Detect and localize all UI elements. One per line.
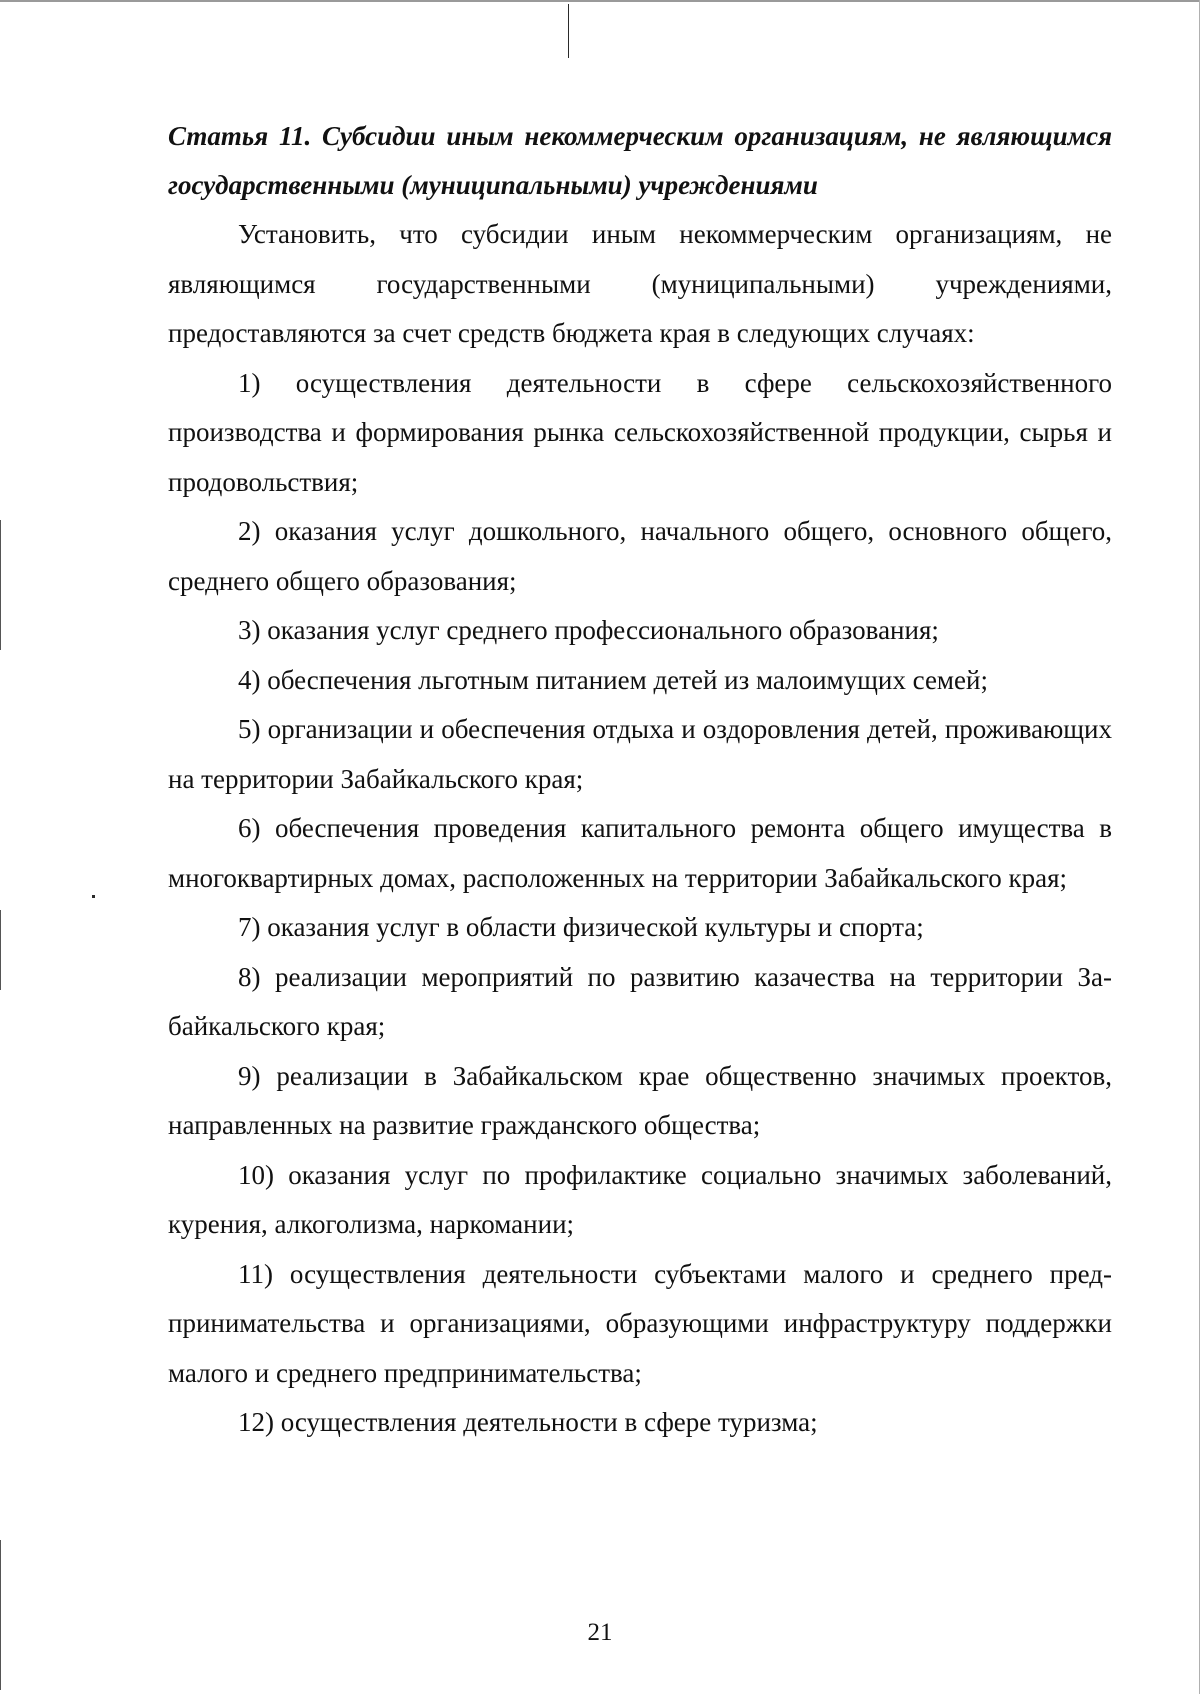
list-item: 2) оказания услуг дошкольного, начального общего, основного общего, среднего общего образования; bbox=[168, 516, 1112, 596]
list-item: 5) организации и обеспечения отдыха и оздоровления детей, проживающих на территории Забайкальского края; bbox=[168, 714, 1112, 794]
list-item: 3) оказания услуг среднего профессионального образования; bbox=[238, 615, 939, 645]
list-item: 8) реализации мероприятий по развитию казачества на территории Забайкальского края; bbox=[168, 961, 1112, 1041]
document-body bbox=[168, 112, 1112, 1448]
list-item: 7) оказания услуг в области физической культуры и спорта; bbox=[238, 912, 924, 942]
scan-line-mark bbox=[568, 4, 569, 58]
list-item: 4) обеспечения льготным питанием детей из малоимущих семей; bbox=[238, 664, 988, 695]
list-item: 10) оказания услуг по профилактике социально значимых заболеваний, курения, алкоголизма, наркомании; bbox=[168, 1159, 1112, 1239]
list-item: 9) реализации в Забайкальском крае общественно значимых проектов, направленных на развитие гражданского общества; bbox=[168, 1060, 1112, 1140]
page-number: 21 bbox=[587, 1619, 613, 1646]
scan-margin-mark bbox=[0, 520, 1, 650]
article-title: Статья 11. Субсидии иным некоммерческим организациям, не являющимся государственными (муниципальными) учреждениями bbox=[168, 121, 1112, 200]
paragraph: Установить, что субсидии иным некоммерческим организациям, не являющимся государственными (муниципальными) учреждениями, предоставляются за счет средств бюджета края в следующих случаях: bbox=[168, 219, 1112, 348]
scan-margin-mark bbox=[0, 910, 1, 990]
list-item: 6) обеспечения проведения капитального ремонта общего имущества в многоквартирных домах, расположенных на территории Забайкальского края; bbox=[168, 813, 1112, 893]
list-item: 11) осуществления деятельности субъектами малого и среднего предпринимательства и организациями, образующими инфраструктуру поддержки малого и среднего предпринимательства; bbox=[168, 1258, 1112, 1388]
list-item: 12) осуществления деятельности в сфере туризма; bbox=[238, 1407, 818, 1437]
list-item: 1) осуществления деятельности в сфере сельскохозяйственного производства и формирования рынка сельскохозяйственной продукции, сырья и продовольствия; bbox=[168, 367, 1112, 497]
scan-dot bbox=[92, 895, 95, 898]
page-top-edge bbox=[0, 0, 1200, 2]
scan-margin-mark bbox=[0, 1540, 1, 1690]
